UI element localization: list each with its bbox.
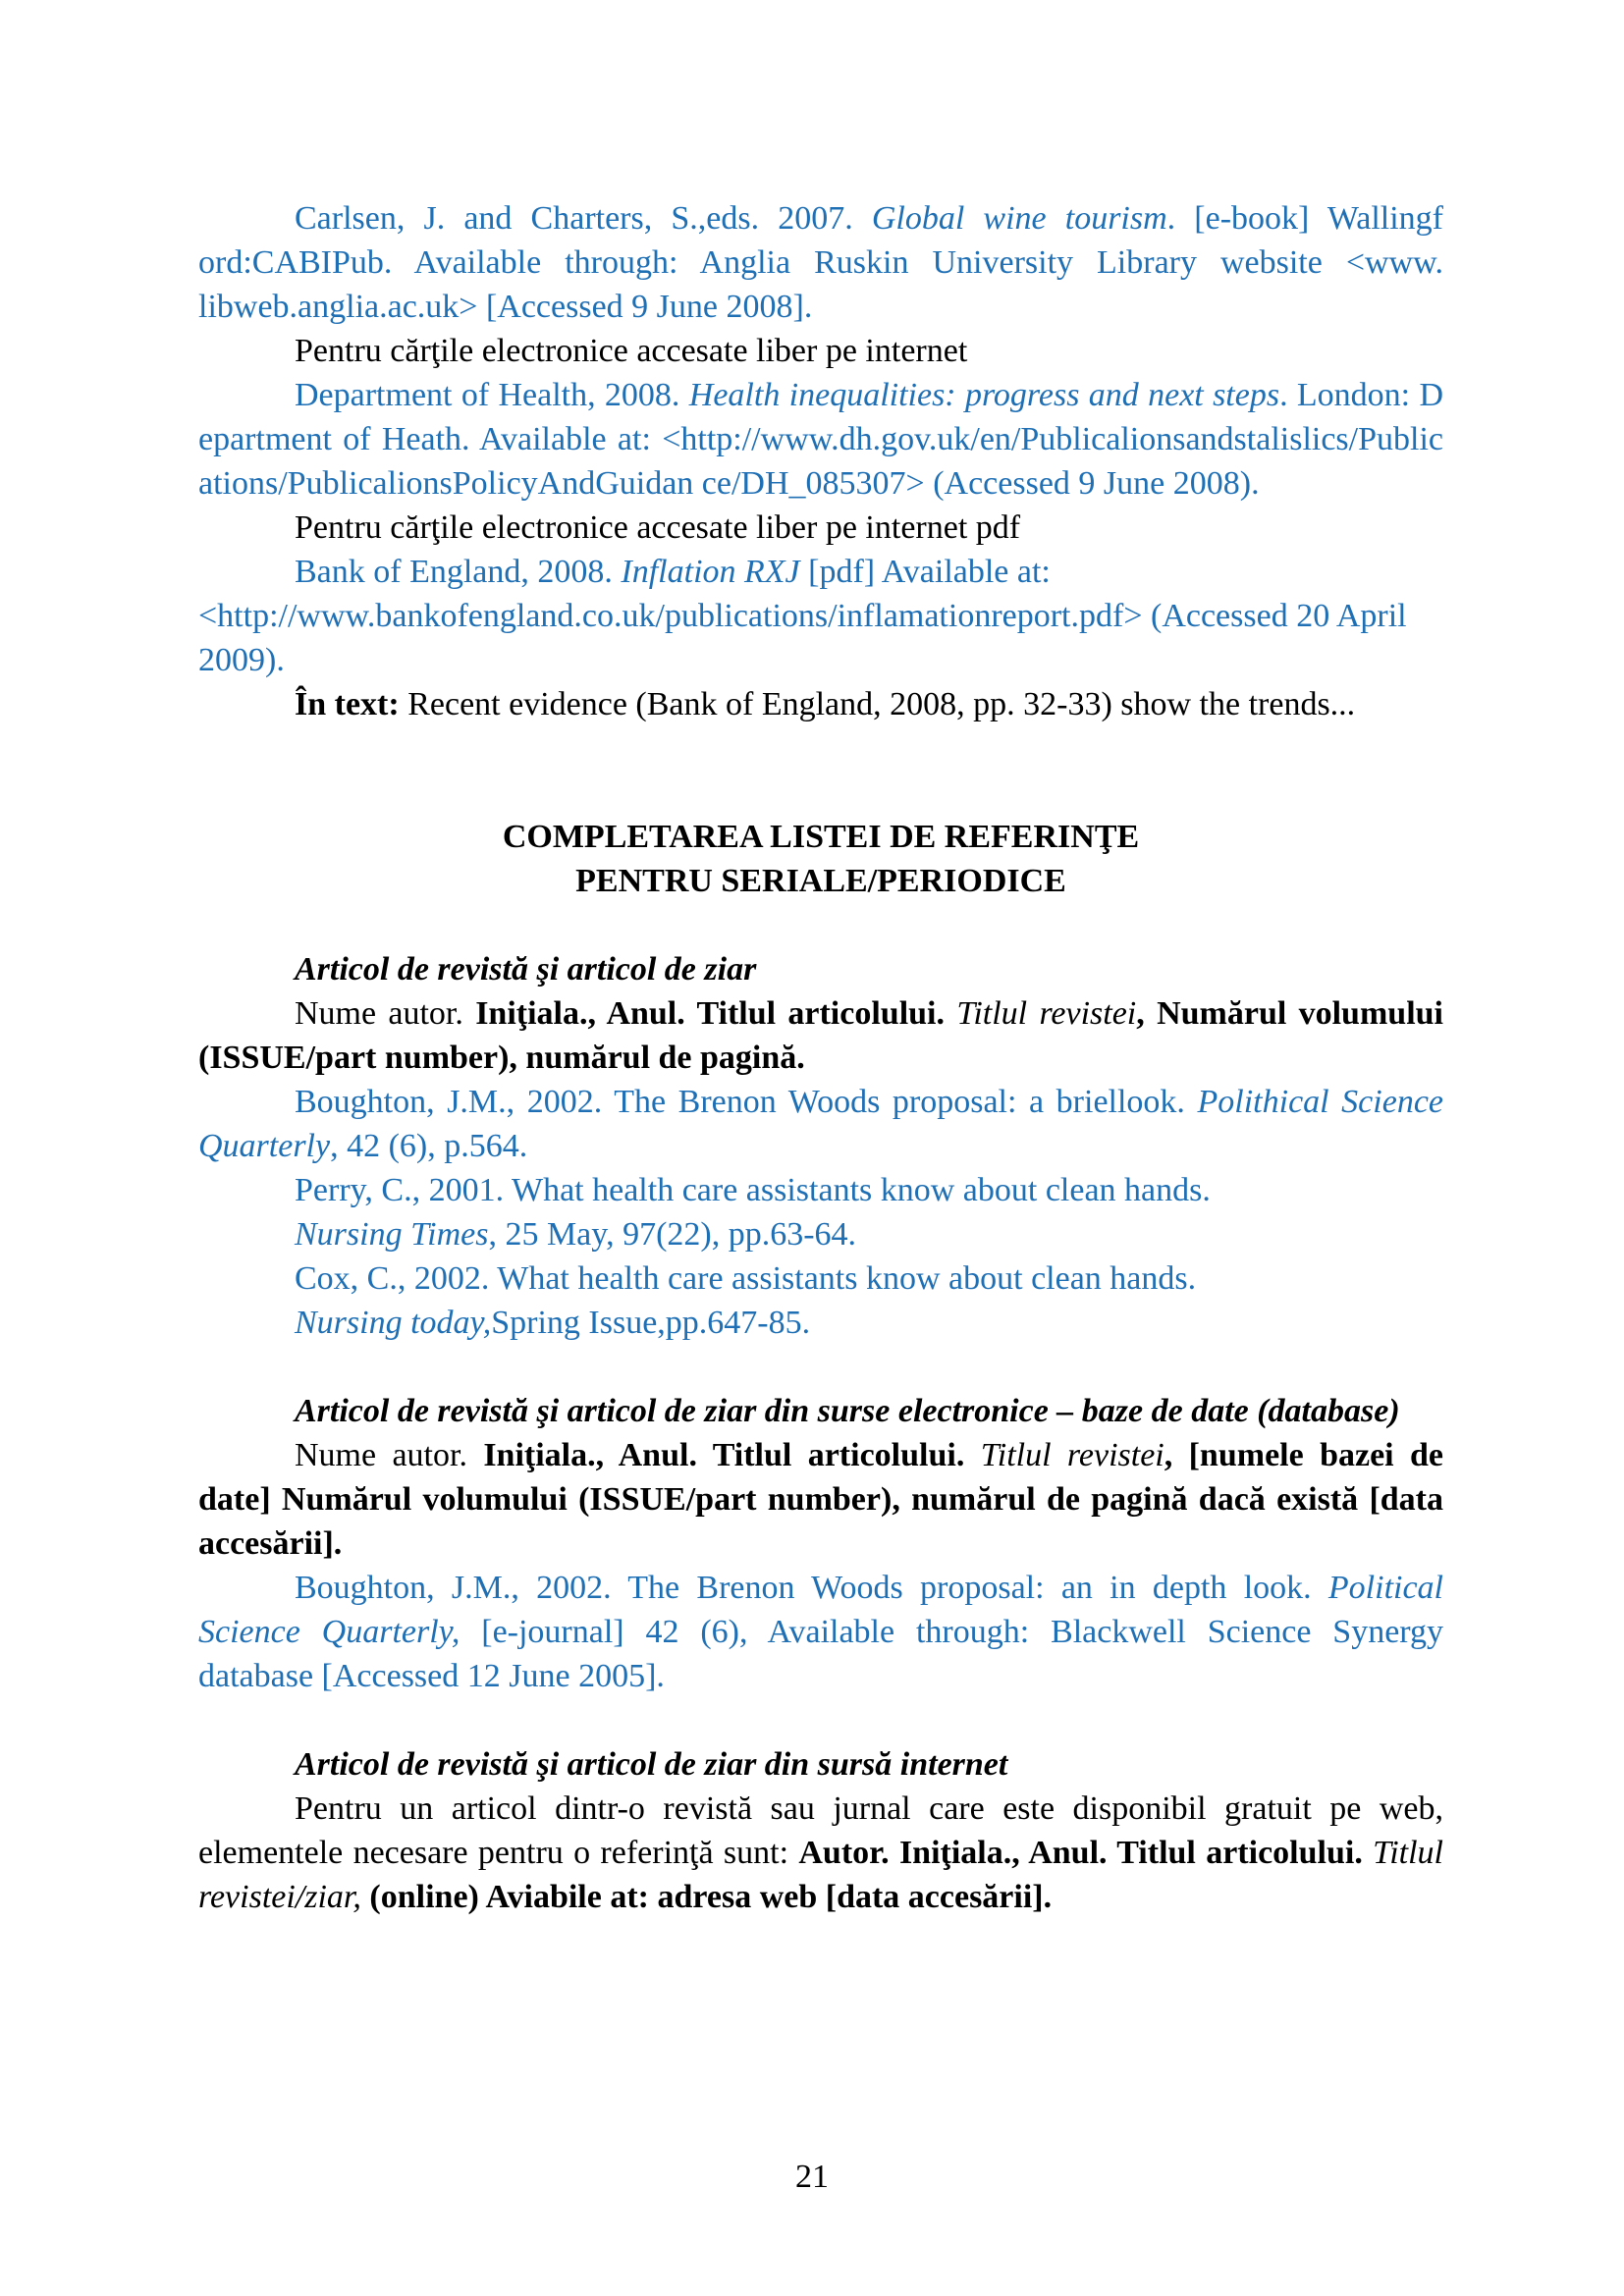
reference-boe — [198, 550, 1443, 682]
heading-articles: Articol de revistă şi articol de ziar — [295, 951, 757, 988]
ref-text: . London: Department of Heath. Available at: <http://www.dh.gov.uk/en/Publicalionsandstalislics/Publications/PublicalionsPolicyAndGuidan ce/DH_085307> (Accessed 9 June 2008). — [198, 377, 1444, 502]
ref-text: Boughton, J.M., 2002. The Brenon Woods proposal: an in depth look. — [295, 1570, 1328, 1606]
format-text: Nume autor. — [295, 995, 476, 1032]
ref-title: Health inequalities: progress and next steps — [688, 377, 1280, 413]
ref-text: , 42 (6), p.564. — [330, 1128, 528, 1164]
subheading-free-ebooks: Pentru cărţile electronice accesate liber pe internet — [295, 333, 968, 369]
format-italic: Titlul revistei — [980, 1437, 1164, 1473]
format-text: Nume autor. — [295, 1437, 484, 1473]
ref-title: Global wine tourism — [871, 200, 1167, 237]
page-number: 21 — [795, 2159, 829, 2195]
reference-perry-line1: Perry, C., 2001. What health care assistants know about clean hands. — [295, 1172, 1211, 1208]
format-bold: (online) Aviabile at: adresa web [data accesării]. — [360, 1879, 1053, 1915]
format-italic: Titlul revistei/ziar, — [198, 1835, 1443, 1915]
section-title-line1: COMPLETAREA LISTEI DE REFERINŢE — [502, 819, 1140, 855]
reference-boughton — [198, 1080, 1443, 1168]
reference-cox-line2 — [198, 1301, 1443, 1345]
format-database-articles — [198, 1433, 1443, 1566]
ref-text: Bank of England, 2008. — [295, 554, 622, 590]
format-italic: Titlul revistei — [956, 995, 1137, 1032]
format-bold: Autor. Iniţiala., Anul. Titlul articolului. — [798, 1835, 1374, 1871]
in-text-body: Recent evidence (Bank of England, 2008, pp. 32-33) show the trends... — [399, 686, 1356, 722]
format-bold: Iniţiala., Anul. Titlul articolului. — [483, 1437, 981, 1473]
heading-database-articles: Articol de revistă şi articol de ziar din surse electronice – baze de date (database) — [295, 1393, 1400, 1429]
reference-dh — [198, 373, 1443, 506]
spacer — [198, 1345, 1443, 1389]
spacer — [198, 1698, 1443, 1742]
ref-journal: Nursing today, — [295, 1305, 492, 1341]
ref-journal: Political Science Quarterly, — [198, 1570, 1443, 1650]
page-content — [198, 196, 1443, 1919]
spacer — [198, 726, 1443, 815]
format-articles — [198, 991, 1443, 1080]
ref-text: Department of Health, 2008. — [295, 377, 689, 413]
ref-journal: Nursing Times — [295, 1216, 489, 1253]
reference-cox-line1: Cox, C., 2002. What health care assistants know about clean hands. — [295, 1260, 1197, 1297]
ref-journal: Polithical Science Quarterly — [198, 1084, 1443, 1164]
reference-perry-line2 — [198, 1212, 1443, 1256]
ref-text: Boughton, J.M., 2002. The Brenon Woods proposal: a briellook. — [295, 1084, 1198, 1120]
format-bold: , Numărul volumului (ISSUE/part number), numărul de pagină. — [198, 995, 1444, 1076]
section-title-line2: PENTRU SERIALE/PERIODICE — [575, 863, 1066, 899]
ref-text: . [e-book] Wallingf ord:CABIPub. Available through: Anglia Ruskin University Library website <www. libweb.anglia.ac.uk> [Accessed 9 June 2008]. — [198, 200, 1443, 325]
spacer — [198, 903, 1443, 947]
in-text-example — [198, 682, 1443, 726]
subheading-free-ebooks-pdf: Pentru cărţile electronice accesate liber pe internet pdf — [295, 509, 1021, 546]
reference-carlsen — [198, 196, 1443, 329]
reference-boughton-database — [198, 1566, 1443, 1698]
format-text: Pentru un articol dintr-o revistă sau jurnal care este disponibil gratuit pe web, elementele necesare pentru o referinţă sunt: — [198, 1790, 1443, 1871]
format-internet-articles — [198, 1787, 1443, 1919]
in-text-label: În text: — [295, 686, 400, 722]
heading-internet-articles: Articol de revistă şi articol de ziar din sursă internet — [295, 1746, 1008, 1783]
format-bold: Iniţiala., Anul. Titlul articolului. — [475, 995, 957, 1032]
ref-text: , 25 May, 97(22), pp.63-64. — [488, 1216, 857, 1253]
ref-title: Inflation RXJ — [621, 554, 800, 590]
ref-text: Spring Issue,pp.647-85. — [491, 1305, 811, 1341]
format-bold: , [numele bazei de date] Numărul volumului (ISSUE/part number), numărul de pagină dacă există [data accesării]. — [198, 1437, 1443, 1562]
ref-text: Carlsen, J. and Charters, S.,eds. 2007. — [295, 200, 872, 237]
ref-text: [e-journal] 42 (6), Available through: Blackwell Science Synergy database [Accessed 12 June 2005]. — [198, 1614, 1443, 1694]
ref-text: [pdf] Available at: <http://www.bankofengland.co.uk/publications/inflamationreport.pdf> (Accessed 20 April 2009). — [198, 554, 1407, 678]
